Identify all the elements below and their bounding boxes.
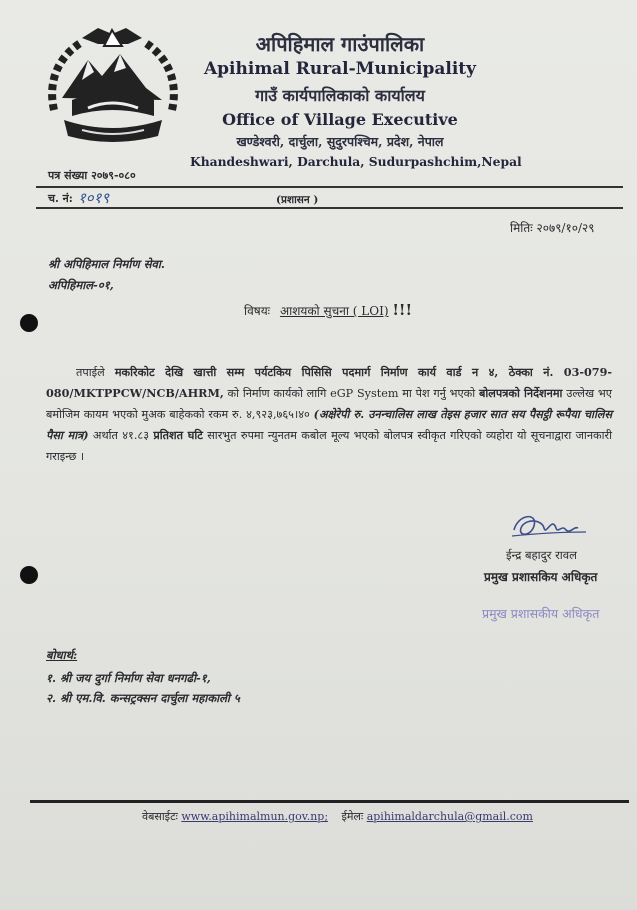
subject-text: आशयको सुचना ( LOI) <box>279 304 389 318</box>
body-text-5: सारभुत रुपमा न्युनतम कबोल मूल्य भएको बोलपत्र स्वीकृत गरिएको व्यहोरा यो सूचनाद्वारा जानकारी गराइन्छ । <box>46 429 612 463</box>
office-name-en: Office of Village Executive <box>222 110 458 129</box>
header-rule-top <box>36 186 623 188</box>
website-label: वेबसाईटः <box>142 810 178 823</box>
section-label: (प्रशासन ) <box>276 194 319 206</box>
signature-scribble <box>508 506 588 548</box>
subject-line <box>244 301 412 319</box>
cc-label: बोधार्थ: <box>46 648 78 662</box>
patra-sankhya: पत्र संख्या २०७९-०८० <box>48 169 136 182</box>
body-text-3: उल्लेख भए बमोजिम कायम भएको मुअक बाहेकको रकम रु. ४,९२३,७६५।४० <box>46 387 612 421</box>
body-text-1: तपाईले <box>76 366 115 379</box>
body-paragraph <box>46 362 612 467</box>
org-name-en: Apihimal Rural-Municipality <box>203 59 477 79</box>
emblem-logo <box>42 24 184 152</box>
signatory-title: प्रमुख प्रशासकिय अधिकृत <box>484 570 598 584</box>
body-bold-amount-words: (अक्षेरेपी रु. उनन्चालिस लाख तेइस हजार सात सय पैसट्ठी रूपैया चालिस पैसा मात्र) <box>46 407 613 442</box>
email-link[interactable]: apihimaldarchula@gmail.com <box>366 810 533 823</box>
body-bold-directive: बोलपत्रको निर्देशनमा <box>478 386 563 400</box>
recipient-line-1: श्री अपिहिमाल निर्माण सेवा. <box>48 257 165 271</box>
address-np: खण्डेश्वरी, दार्चुला, सुदुरपश्चिम, प्रदेश, नेपाल <box>236 134 444 149</box>
cha-na-value: १०१९ <box>78 189 110 207</box>
signatory-stamp: प्रमुख प्रशासकीय अधिकृत <box>482 606 600 621</box>
body-text-2: को निर्माण कार्यको लागि eGP System मा पेश गर्नु भएको <box>223 387 479 400</box>
address-en: Khandeshwari, Darchula, Sudurpashchim,Nepal <box>190 154 522 169</box>
body-bold-percent: प्रतिशत घटि <box>153 428 203 442</box>
body-text-4: अर्थात ४१.८३ <box>88 429 154 442</box>
cc-item-2: २. श्री एम.वि. कन्सट्रक्सन दार्चुला महाकाली ५ <box>46 691 240 705</box>
subject-marks: !!! <box>392 301 413 319</box>
website-link[interactable]: www.apihimalmun.gov.np; <box>181 810 329 823</box>
email-label: ईमेलः <box>341 810 364 823</box>
punch-hole-top <box>20 314 38 332</box>
footer-contact <box>142 809 533 824</box>
body-bold-work: मकरिकोट देखि खात्ती सम्म पर्यटकिय पिसिसि पदमार्ग निर्माण कार्य वार्ड न ४, ठेक्का नं. 03-079-080/MKTPPCW/NCB/AHRM, <box>46 365 612 400</box>
footer-rule <box>30 800 629 803</box>
cc-item-1: १. श्री जय दुर्गा निर्माण सेवा धनगढी-१, <box>46 671 211 685</box>
office-name-np: गाउँ कार्यपालिकाको कार्यालय <box>255 86 425 105</box>
signatory-name: ईन्द्र बहादुर रावल <box>506 548 577 562</box>
cha-na-label: च. नं: <box>48 192 73 205</box>
subject-label: विषयः <box>244 304 271 318</box>
letter-date: मितिः २०७९/१०/२९ <box>510 221 595 235</box>
recipient-line-2: अपिहिमाल-०१, <box>48 278 114 292</box>
org-name-np: अपिहिमाल गाउंपालिका <box>255 32 425 56</box>
header-rule-bottom <box>36 207 623 209</box>
punch-hole-bottom <box>20 566 38 584</box>
